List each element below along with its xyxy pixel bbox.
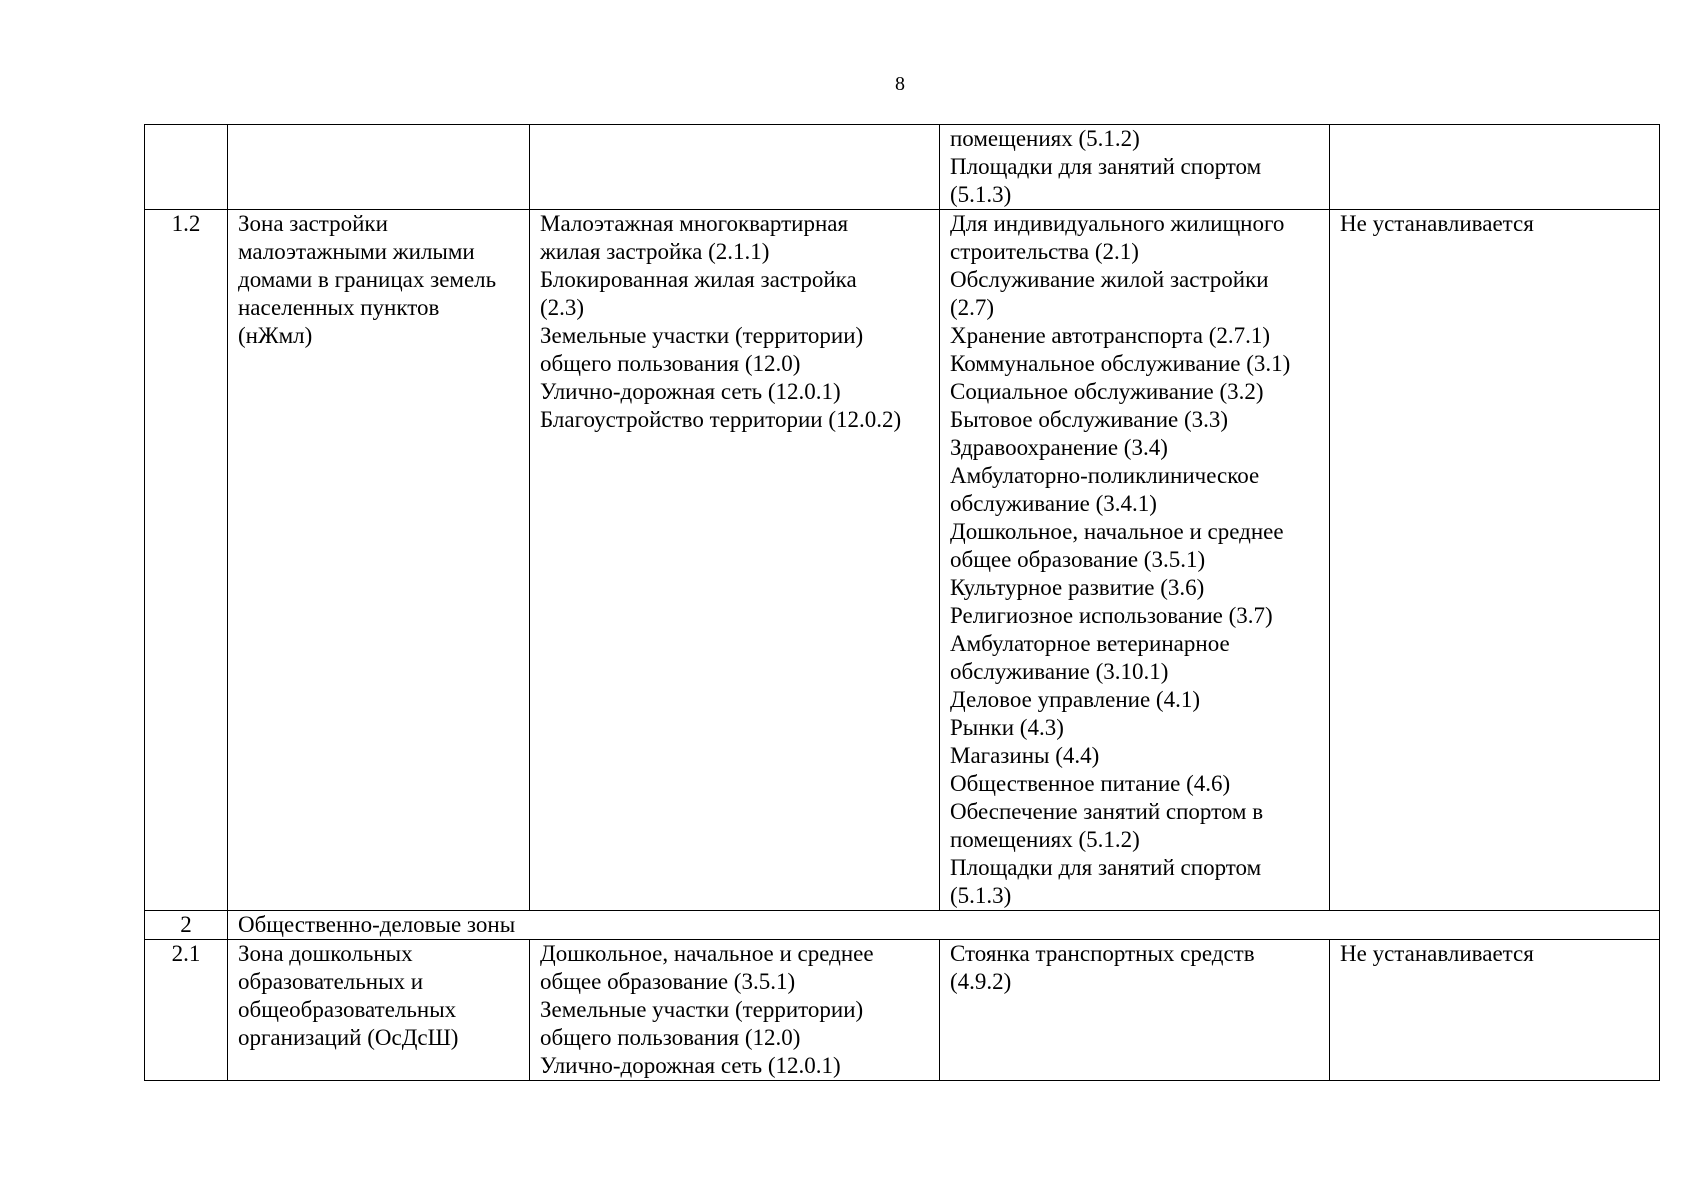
cell-conditional-uses [940, 940, 1330, 1081]
conditional-use-line: Обслуживание жилой застройки [950, 267, 1269, 292]
conditional-use-line: Хранение автотранспорта (2.7.1) [950, 323, 1271, 348]
conditional-use-line: Дошкольное, начальное и среднее [950, 519, 1284, 544]
main-use-line: Земельные участки (территории) [540, 997, 864, 1022]
zone-name-line: Зона дошкольных [238, 941, 413, 966]
cell-number [145, 940, 228, 1081]
conditional-use-line: Коммунальное обслуживание (3.1) [950, 351, 1291, 376]
conditional-use-line: строительства (2.1) [950, 239, 1139, 264]
conditional-use-line: Магазины (4.4) [950, 743, 1100, 768]
zone-name-line: (нЖмл) [238, 323, 313, 348]
cell-main-uses [530, 210, 940, 911]
zone-name-line: домами в границах земель [238, 267, 497, 292]
main-use-line: Земельные участки (территории) [540, 323, 864, 348]
zoning-table [144, 124, 1660, 1081]
page-number: 8 [895, 73, 905, 95]
cell-main-uses [530, 125, 940, 210]
conditional-use-line: помещениях (5.1.2) [950, 126, 1140, 151]
table-row-section-2 [145, 911, 1660, 940]
conditional-use-line: Социальное обслуживание (3.2) [950, 379, 1264, 404]
conditional-use-line: (5.1.3) [950, 182, 1012, 207]
main-use-line: Улично-дорожная сеть (12.0.1) [540, 1053, 841, 1078]
conditional-use-line: Общественное питание (4.6) [950, 771, 1231, 796]
main-use-line: общего пользования (12.0) [540, 351, 801, 376]
cell-zone-name [228, 940, 530, 1081]
conditional-use-line: Для индивидуального жилищного [950, 211, 1285, 236]
table-row-zone-2-1 [145, 940, 1660, 1081]
auxiliary-use-line: Не устанавливается [1340, 941, 1534, 966]
cell-auxiliary-uses [1330, 210, 1660, 911]
cell-section-title [228, 911, 1660, 940]
conditional-use-line: помещениях (5.1.2) [950, 827, 1140, 852]
auxiliary-use-line: Не устанавливается [1340, 211, 1534, 236]
cell-zone-name [228, 210, 530, 911]
conditional-use-line: Площадки для занятий спортом [950, 855, 1262, 880]
main-use-line: общего пользования (12.0) [540, 1025, 801, 1050]
zone-number: 2.1 [171, 941, 201, 966]
zone-name-line: организаций (ОсДсШ) [238, 1025, 459, 1050]
cell-conditional-uses [940, 210, 1330, 911]
conditional-use-line: обслуживание (3.10.1) [950, 659, 1169, 684]
conditional-use-line: Амбулаторное ветеринарное [950, 631, 1230, 656]
cell-main-uses [530, 940, 940, 1081]
conditional-use-line: Бытовое обслуживание (3.3) [950, 407, 1229, 432]
conditional-use-line: обслуживание (3.4.1) [950, 491, 1157, 516]
cell-auxiliary-uses [1330, 940, 1660, 1081]
conditional-use-line: Здравоохранение (3.4) [950, 435, 1168, 460]
conditional-use-line: Обеспечение занятий спортом в [950, 799, 1264, 824]
conditional-use-line: Стоянка транспортных средств [950, 941, 1255, 966]
zone-name-line: населенных пунктов [238, 295, 440, 320]
zone-name-line: Зона застройки [238, 211, 388, 236]
main-use-line: жилая застройка (2.1.1) [540, 239, 770, 264]
main-use-line: Малоэтажная многоквартирная [540, 211, 849, 236]
main-use-line: общее образование (3.5.1) [540, 969, 796, 994]
section-number: 2 [180, 912, 192, 937]
cell-number [145, 911, 228, 940]
main-use-line: Улично-дорожная сеть (12.0.1) [540, 379, 841, 404]
conditional-use-line: Религиозное использование (3.7) [950, 603, 1273, 628]
main-use-line: Дошкольное, начальное и среднее [540, 941, 874, 966]
zone-number: 1.2 [171, 211, 201, 236]
conditional-use-line: (2.7) [950, 295, 995, 320]
conditional-use-line: Амбулаторно-поликлиническое [950, 463, 1260, 488]
cell-conditional-uses [940, 125, 1330, 210]
conditional-use-line: (5.1.3) [950, 883, 1012, 908]
cell-number [145, 210, 228, 911]
conditional-use-line: Площадки для занятий спортом [950, 154, 1262, 179]
main-use-line: (2.3) [540, 295, 585, 320]
cell-auxiliary-uses [1330, 125, 1660, 210]
main-use-line: Блокированная жилая застройка [540, 267, 857, 292]
zone-name-line: общеобразовательных [238, 997, 457, 1022]
conditional-use-line: (4.9.2) [950, 969, 1012, 994]
conditional-use-line: общее образование (3.5.1) [950, 547, 1206, 572]
section-title: Общественно-деловые зоны [238, 912, 516, 937]
conditional-use-line: Рынки (4.3) [950, 715, 1064, 740]
conditional-use-line: Деловое управление (4.1) [950, 687, 1201, 712]
cell-number [145, 125, 228, 210]
table-row-zone-1-2 [145, 210, 1660, 911]
main-use-line: Благоустройство территории (12.0.2) [540, 407, 902, 432]
zone-name-line: малоэтажными жилыми [238, 239, 475, 264]
zone-name-line: образовательных и [238, 969, 424, 994]
conditional-use-line: Культурное развитие (3.6) [950, 575, 1205, 600]
cell-zone-name [228, 125, 530, 210]
table-row-continuation [145, 125, 1660, 210]
